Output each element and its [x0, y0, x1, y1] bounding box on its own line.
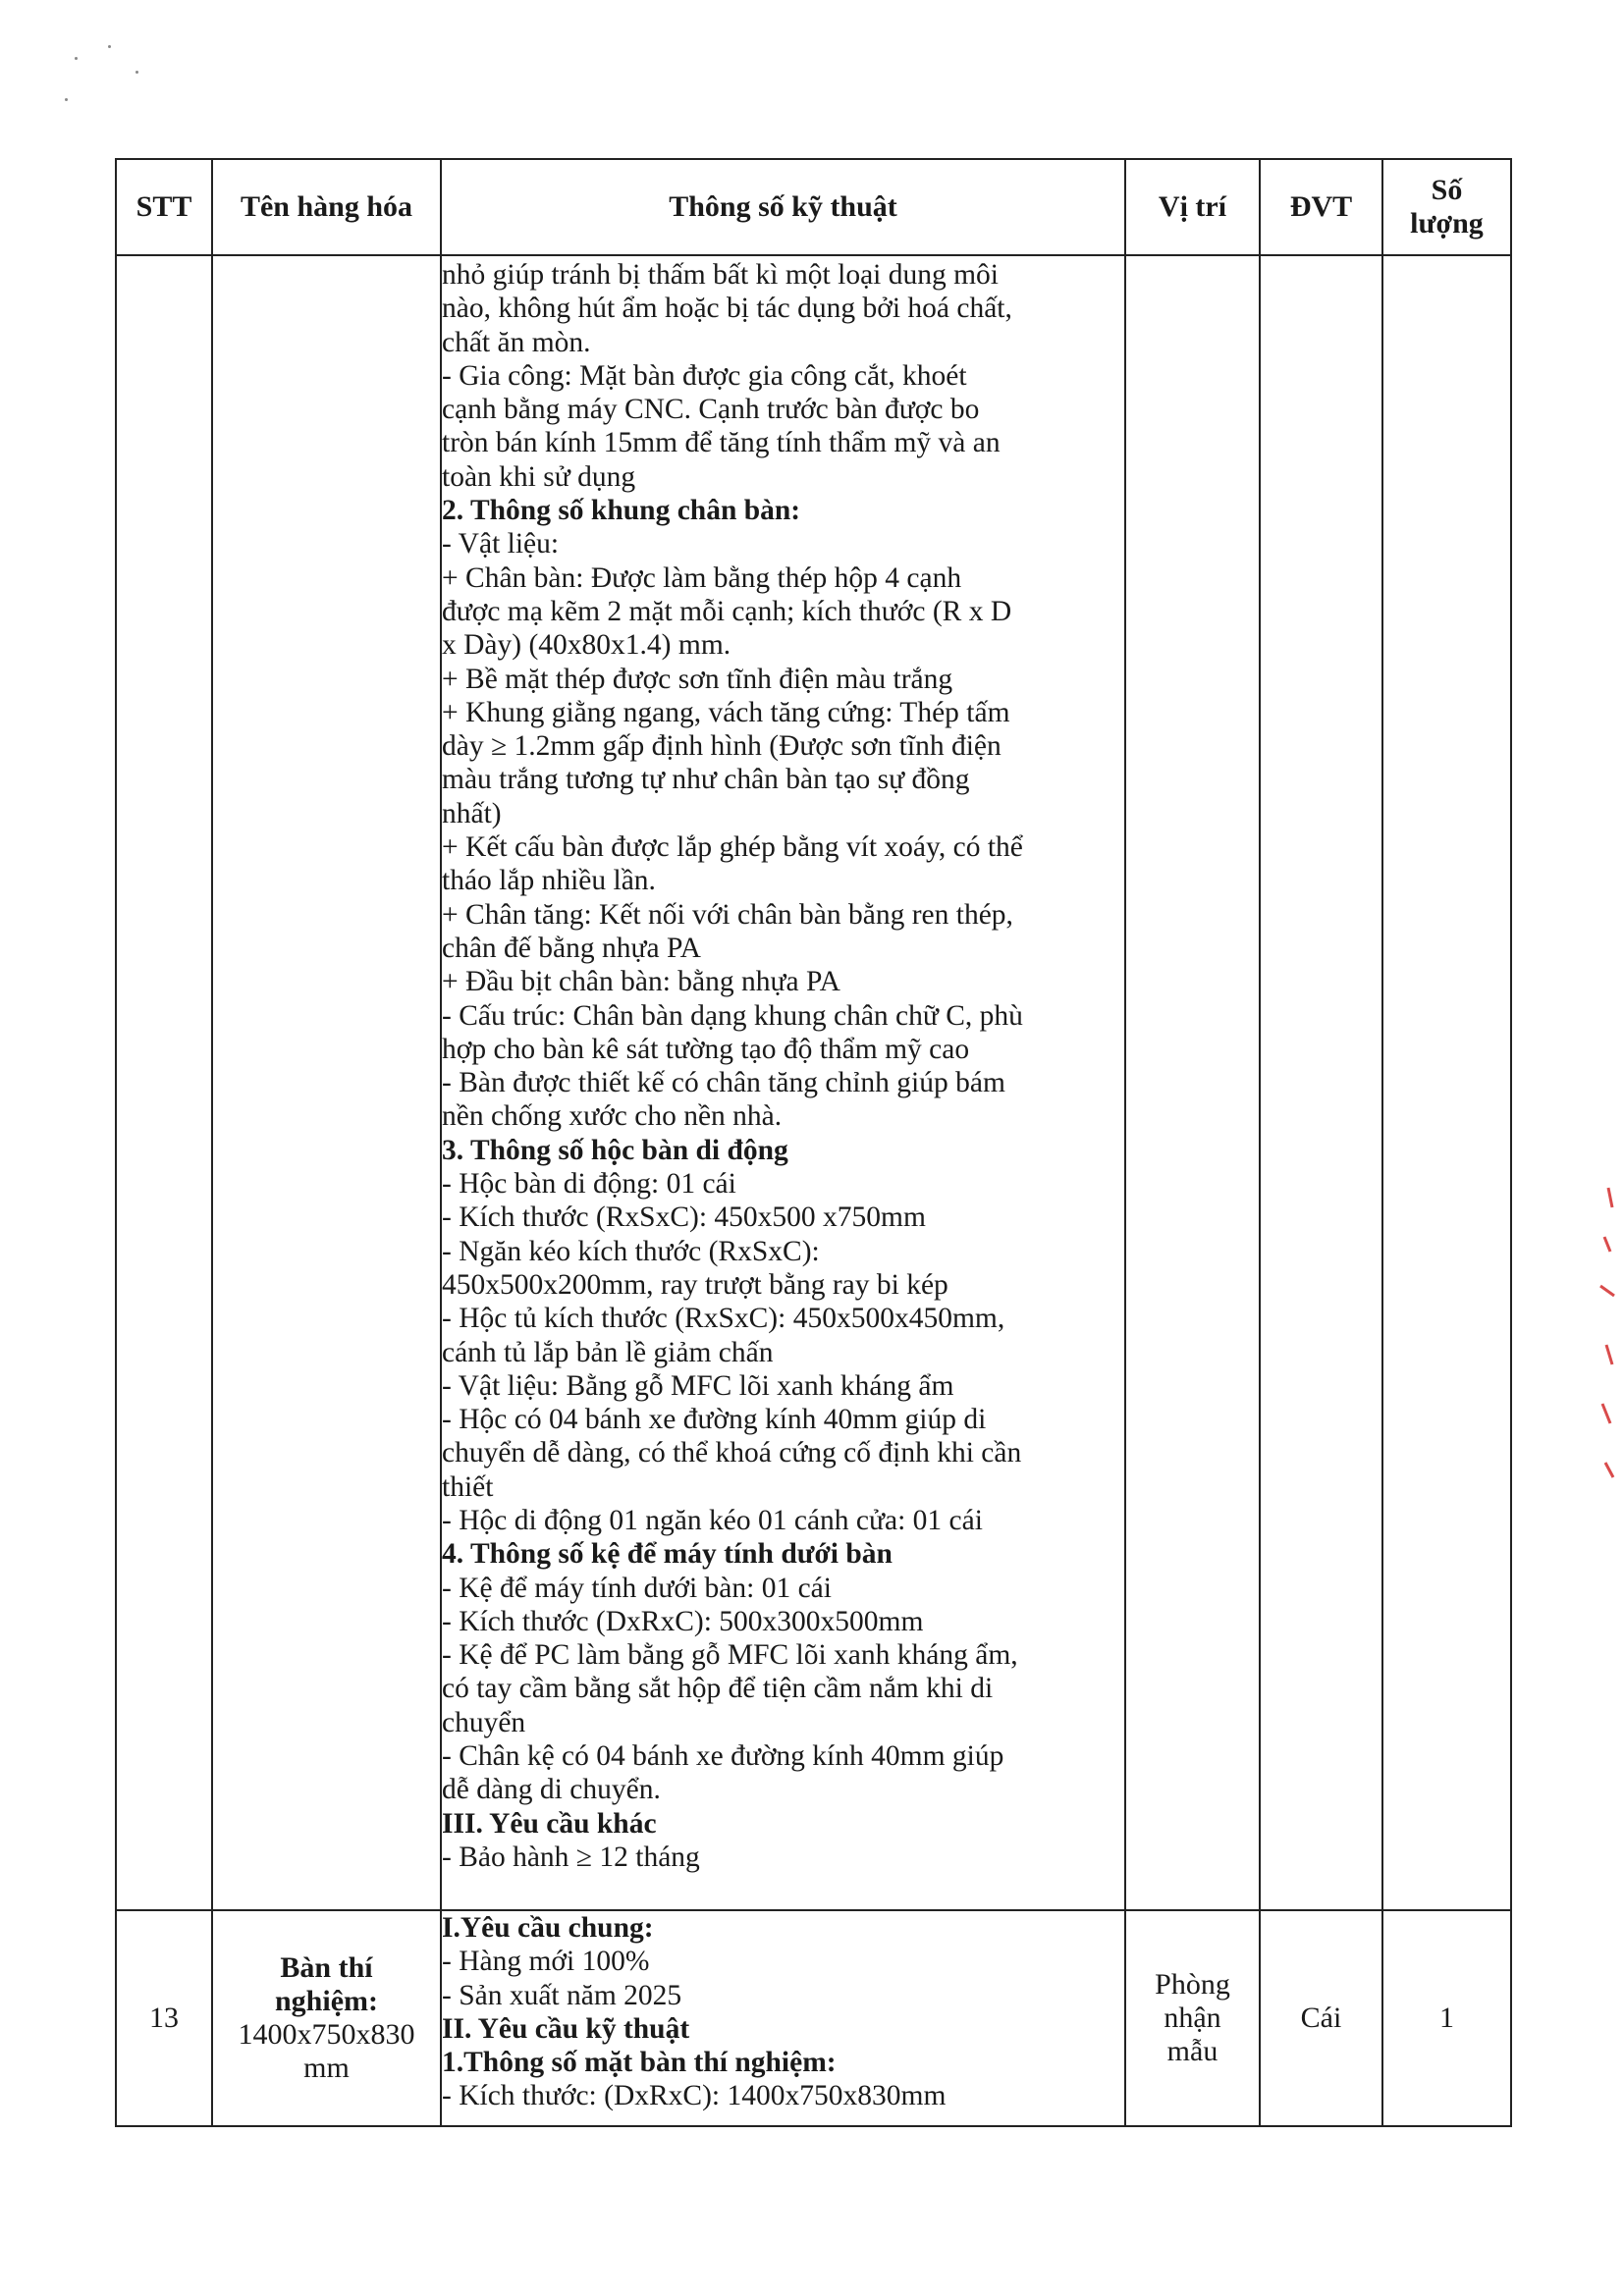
spec-line: - Bảo hành ≥ 12 tháng — [442, 1841, 700, 1873]
spec-row13-lines — [442, 1911, 1124, 2113]
spec-heading: II. Yêu cầu kỹ thuật — [442, 2012, 690, 2045]
spec-line: được mạ kẽm 2 mặt mỗi cạnh; kích thước (R x D — [442, 595, 1012, 627]
spec-line: - Kích thước (DxRxC): 500x300x500mm — [442, 1605, 924, 1637]
spec-line: - Hàng mới 100% — [442, 1946, 650, 1978]
spec-line: + Bề mặt thép được sơn tĩnh điện màu trắng — [442, 663, 953, 695]
spec-line: - Ngăn kéo kích thước (RxSxC): — [442, 1235, 820, 1267]
spec-line: - Hộc bàn di động: 01 cái — [442, 1168, 736, 1201]
cell-stt: 13 — [116, 1910, 212, 2126]
product-name-line: nghiệm: — [275, 1985, 378, 2017]
product-size-line: 1400x750x830 — [238, 2018, 415, 2051]
cell-location-empty — [1125, 255, 1260, 1910]
header-quantity-line2: lượng — [1410, 207, 1484, 240]
spec-line: + Kết cấu bàn được lắp ghép bằng vít xoáy, có thể — [442, 831, 1023, 864]
spec-heading: I.Yêu cầu chung: — [442, 1912, 654, 1944]
spec-line: x Dày) (40x80x1.4) mm. — [442, 629, 731, 662]
header-unit: ĐVT — [1260, 159, 1382, 255]
spec-line: hợp cho bàn kê sát tường tạo độ thẩm mỹ cao — [442, 1033, 970, 1065]
scan-mark — [65, 98, 68, 101]
spec-line: màu trắng tương tự như chân bàn tạo sự đồng — [442, 764, 970, 796]
cell-qty-empty — [1382, 255, 1511, 1910]
header-quantity-line1: Số — [1431, 174, 1463, 206]
spec-line: 450x500x200mm, ray trượt bằng ray bi kép — [442, 1268, 948, 1301]
spec-line: + Chân bàn: Được làm bằng thép hộp 4 cạnh — [442, 561, 962, 594]
spec-line: chất ăn mòn. — [442, 326, 591, 358]
spec-heading: 2. Thông số khung chân bàn: — [442, 495, 801, 527]
spec-line: - Chân kệ có 04 bánh xe đường kính 40mm giúp — [442, 1740, 1004, 1773]
spec-line: - Bàn được thiết kế có chân tăng chỉnh giúp bám — [442, 1067, 1005, 1099]
spec-line: + Đầu bịt chân bàn: bằng nhựa PA — [442, 966, 840, 998]
spec-line: - Cấu trúc: Chân bàn dạng khung chân chữ C, phù — [442, 999, 1023, 1032]
spec-line: chuyển dễ dàng, có thể khoá cứng cố định khi cần — [442, 1437, 1022, 1469]
product-size-line: mm — [303, 2052, 350, 2084]
header-specification: Thông số kỹ thuật — [441, 159, 1125, 255]
spec-line: chuyển — [442, 1706, 526, 1738]
spec-line: - Kệ để máy tính dưới bàn: 01 cái — [442, 1572, 832, 1604]
spec-line: nhất) — [442, 797, 502, 829]
spec-line: có tay cầm bằng sắt hộp để tiện cầm nắm khi di — [442, 1673, 994, 1705]
spec-line: thiết — [442, 1470, 494, 1503]
table-row-continuation — [116, 255, 1511, 1910]
spec-heading: 4. Thông số kệ để máy tính dưới bàn — [442, 1538, 893, 1571]
spec-line: - Hộc di động 01 ngăn kéo 01 cánh cửa: 01 cái — [442, 1504, 983, 1536]
spec-line: tròn bán kính 15mm để tăng tính thẩm mỹ và an — [442, 427, 1001, 459]
spec-line: dễ dàng di chuyển. — [442, 1774, 661, 1806]
spec-line: - Hộc tủ kích thước (RxSxC): 450x500x450mm, — [442, 1303, 1005, 1335]
table-row-13 — [116, 1910, 1511, 2126]
cell-name-empty — [212, 255, 441, 1910]
spec-heading: 1.Thông số mặt bàn thí nghiệm: — [442, 2047, 837, 2079]
header-product-name: Tên hàng hóa — [212, 159, 441, 255]
spec-line: cánh tủ lắp bản lề giảm chấn — [442, 1336, 774, 1368]
scan-mark — [75, 57, 78, 60]
red-stamp-edge — [1591, 1178, 1620, 1492]
spec-line: - Vật liệu: Bằng gỗ MFC lõi xanh kháng ẩm — [442, 1369, 954, 1402]
cell-location — [1125, 1910, 1260, 2126]
location-line: nhận — [1164, 2002, 1221, 2034]
table-header-row — [116, 159, 1511, 255]
cell-stt-empty — [116, 255, 212, 1910]
cell-spec-continuation — [441, 255, 1125, 1910]
header-location: Vị trí — [1125, 159, 1260, 255]
spec-line: nền chống xước cho nền nhà. — [442, 1100, 783, 1133]
spec-line: tháo lắp nhiều lần. — [442, 865, 656, 897]
cell-product-name — [212, 1910, 441, 2126]
spec-line: nào, không hút ẩm hoặc bị tác dụng bởi hoá chất, — [442, 293, 1012, 325]
scan-mark — [108, 45, 111, 48]
product-name-line: Bàn thí — [280, 1951, 373, 1984]
header-quantity — [1382, 159, 1511, 255]
spec-line: - Sản xuất năm 2025 — [442, 1979, 682, 2011]
spec-line: - Kích thước (RxSxC): 450x500 x750mm — [442, 1201, 926, 1234]
spec-line: nhỏ giúp tránh bị thấm bất kì một loại dung môi — [442, 259, 999, 291]
spec-line: + Chân tăng: Kết nối với chân bàn bằng ren thép, — [442, 898, 1013, 931]
header-stt: STT — [116, 159, 212, 255]
cell-unit-empty — [1260, 255, 1382, 1910]
location-line: mẫu — [1166, 2035, 1218, 2067]
spec-line: cạnh bằng máy CNC. Cạnh trước bàn được bo — [442, 394, 980, 426]
spec-line: - Kệ để PC làm bằng gỗ MFC lõi xanh kháng ẩm, — [442, 1639, 1018, 1672]
spec-heading: 3. Thông số hộc bàn di động — [442, 1134, 788, 1166]
spec-line: toàn khi sử dụng — [442, 460, 636, 493]
spec-line: - Kích thước: (DxRxC): 1400x750x830mm — [442, 2080, 947, 2112]
cell-quantity: 1 — [1382, 1910, 1511, 2126]
spec-line: - Vật liệu: — [442, 528, 560, 561]
cell-spec-row13 — [441, 1910, 1125, 2126]
scan-mark — [135, 71, 138, 74]
spec-line: chân đế bằng nhựa PA — [442, 932, 701, 964]
spec-line: - Hộc có 04 bánh xe đường kính 40mm giúp di — [442, 1404, 987, 1436]
spec-line: dày ≥ 1.2mm gấp định hình (Được sơn tĩnh điện — [442, 730, 1001, 763]
cell-unit: Cái — [1260, 1910, 1382, 2126]
specification-table — [115, 158, 1512, 2127]
spec-continuation-lines — [442, 258, 1124, 1874]
spec-heading: III. Yêu cầu khác — [442, 1807, 657, 1840]
location-line: Phòng — [1155, 1968, 1230, 2001]
spec-line: + Khung giằng ngang, vách tăng cứng: Thép tấm — [442, 696, 1010, 728]
spec-line: - Gia công: Mặt bàn được gia công cắt, khoét — [442, 359, 967, 392]
